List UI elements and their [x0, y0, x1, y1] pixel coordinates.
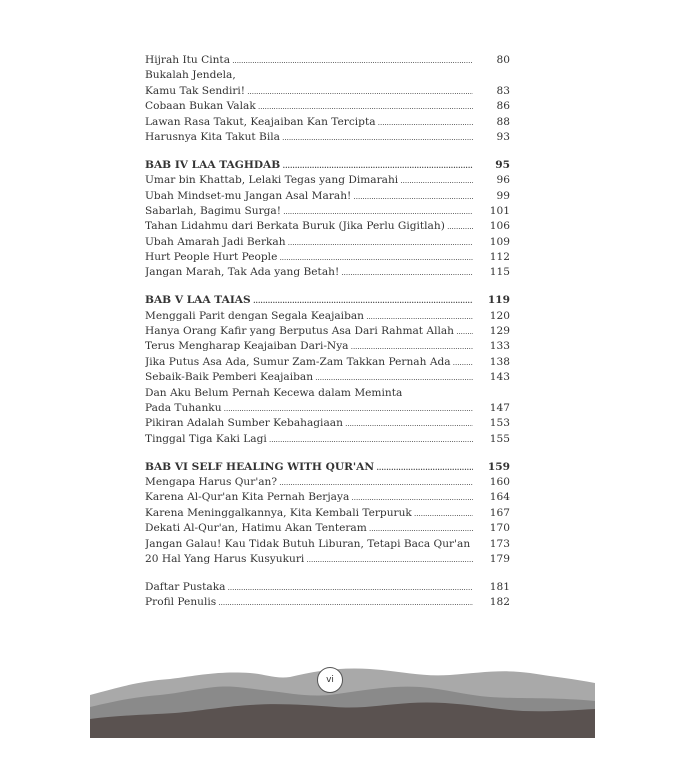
toc-entry-page: 179 — [489, 552, 510, 565]
toc-entry-page: 164 — [489, 491, 510, 504]
toc-entry-page: 99 — [496, 189, 510, 202]
toc-entry-title: Ubah Amarah Jadi Berkah ..... — [145, 235, 473, 251]
toc-entry-page: 120 — [489, 309, 510, 322]
toc-entry-title: Dan Aku Belum Pernah Kecewa dalam Meminta — [145, 386, 403, 399]
toc-entry-title: Cobaan Bukan Valak ..... — [145, 99, 473, 115]
toc-entry — [145, 401, 510, 416]
mountain-footer-illustration — [90, 661, 595, 738]
toc-entry-title: Sabarlah, Bagimu Surga! ..... — [145, 204, 473, 220]
toc-entry-title: Jangan Marah, Tak Ada yang Betah! ..... — [145, 265, 473, 281]
toc-entry-title: Tahan Lidahmu dari Berkata Buruk (Jika Perlu Gigitlah) ..... — [145, 219, 473, 235]
toc-entry-page: 101 — [489, 204, 510, 217]
toc-entry — [145, 204, 510, 219]
toc-entry-page: 96 — [496, 174, 510, 187]
section-spacer — [145, 567, 510, 579]
toc-entry-page: 112 — [489, 251, 510, 264]
section-spacer — [145, 447, 510, 459]
toc-entry — [145, 475, 510, 490]
toc-entry-page: 181 — [489, 580, 510, 593]
toc-entry-title: Pada Tuhanku ..... — [145, 401, 473, 417]
page-number-badge: vi — [317, 667, 343, 693]
toc-entry — [145, 552, 510, 567]
toc-entry-title: Bukalah Jendela, — [145, 69, 236, 82]
toc-entry — [145, 235, 510, 250]
toc-entry-title: Ubah Mindset-mu Jangan Asal Marah! ..... — [145, 189, 473, 205]
toc-entry-page: 153 — [489, 417, 510, 430]
toc-entry-page: 133 — [489, 340, 510, 353]
toc-entry-title: Hanya Orang Kafir yang Berputus Asa Dari Rahmat Allah ..... — [145, 324, 473, 340]
toc-entry-page: 129 — [489, 325, 510, 338]
toc-entry-title: Terus Mengharap Keajaiban Dari-Nya ..... — [145, 339, 473, 355]
toc-entry-title: BAB VI SELF HEALING WITH QUR'AN ..... — [145, 460, 473, 475]
toc-entry-page: 80 — [496, 54, 510, 66]
toc-entry-title: Jangan Galau! Kau Tidak Butuh Liburan, Tetapi Baca Qur'an ..... — [145, 537, 473, 553]
toc-chapter-heading — [145, 460, 510, 475]
toc-entry-title: Hijrah Itu Cinta ..... — [145, 53, 473, 69]
toc-entry — [145, 490, 510, 505]
toc-entry-title: 20 Hal Yang Harus Kusyukuri ..... — [145, 552, 473, 568]
toc-entry-title: Lawan Rasa Takut, Keajaiban Kan Tercipta ..... — [145, 115, 473, 131]
toc-entry-page: 119 — [487, 294, 510, 307]
toc-entry — [145, 386, 510, 401]
toc-entry-title: BAB IV LAA TAGHDAB ..... — [145, 158, 473, 173]
toc-entry — [145, 537, 510, 552]
toc-entry — [145, 580, 510, 595]
toc-entry-title: Jika Putus Asa Ada, Sumur Zam-Zam Takkan Pernah Ada ..... — [145, 355, 473, 371]
section-spacer — [145, 145, 510, 157]
table-of-contents — [145, 53, 510, 610]
toc-entry — [145, 99, 510, 114]
toc-entry-title: Profil Penulis ..... — [145, 595, 473, 611]
toc-entry — [145, 84, 510, 99]
toc-entry — [145, 68, 510, 83]
toc-entry-page: 138 — [489, 355, 510, 368]
toc-entry-page: 83 — [496, 84, 510, 97]
toc-entry-page: 93 — [496, 130, 510, 143]
toc-entry-page: 159 — [487, 460, 510, 473]
toc-entry-title: Umar bin Khattab, Lelaki Tegas yang Dimarahi ..... — [145, 173, 473, 189]
toc-chapter-heading — [145, 293, 510, 308]
toc-entry — [145, 370, 510, 385]
toc-entry — [145, 416, 510, 431]
toc-entry-title: Harusnya Kita Takut Bila ..... — [145, 130, 473, 146]
toc-entry-title: Kamu Tak Sendiri! ..... — [145, 84, 473, 100]
toc-entry — [145, 309, 510, 324]
toc-entry-page: 143 — [489, 371, 510, 384]
toc-entry-title: Karena Meninggalkannya, Kita Kembali Terpuruk ..... — [145, 506, 473, 522]
toc-entry — [145, 324, 510, 339]
toc-entry — [145, 355, 510, 370]
toc-entry-page: 170 — [489, 522, 510, 535]
toc-entry-page: 182 — [489, 596, 510, 609]
toc-entry — [145, 115, 510, 130]
toc-entry-title: Menggali Parit dengan Segala Keajaiban ..... — [145, 309, 473, 325]
toc-entry-page: 88 — [496, 115, 510, 128]
section-spacer — [145, 281, 510, 293]
toc-entry-title: Mengapa Harus Qur'an? ..... — [145, 475, 473, 491]
toc-chapter-heading — [145, 158, 510, 173]
toc-entry-page: 115 — [489, 266, 510, 279]
toc-entry-title: Dekati Al-Qur'an, Hatimu Akan Tenteram ..... — [145, 521, 473, 537]
toc-entry — [145, 130, 510, 145]
toc-entry — [145, 265, 510, 280]
toc-entry-page: 155 — [489, 432, 510, 445]
toc-entry — [145, 521, 510, 536]
toc-entry — [145, 173, 510, 188]
toc-entry-page: 106 — [489, 220, 510, 233]
toc-entry-page: 173 — [489, 537, 510, 550]
toc-entry — [145, 432, 510, 447]
toc-entry-title: Hurt People Hurt People ..... — [145, 250, 473, 266]
toc-entry — [145, 250, 510, 265]
toc-entry — [145, 595, 510, 610]
toc-entry — [145, 219, 510, 234]
toc-entry — [145, 53, 510, 68]
toc-entry — [145, 339, 510, 354]
toc-entry-page: 167 — [489, 506, 510, 519]
toc-entry-title: Sebaik-Baik Pemberi Keajaiban ..... — [145, 370, 473, 386]
toc-entry — [145, 189, 510, 204]
toc-entry — [145, 506, 510, 521]
toc-entry-title: Tinggal Tiga Kaki Lagi ..... — [145, 432, 473, 448]
toc-entry-page: 86 — [496, 100, 510, 113]
toc-entry-page: 109 — [489, 235, 510, 248]
toc-entry-title: Karena Al-Qur'an Kita Pernah Berjaya ..... — [145, 490, 473, 506]
toc-entry-title: BAB V LAA TAIAS ..... — [145, 293, 473, 308]
toc-entry-title: Daftar Pustaka ..... — [145, 580, 473, 596]
toc-entry-title: Pikiran Adalah Sumber Kebahagiaan ..... — [145, 416, 473, 432]
toc-entry-page: 160 — [489, 475, 510, 488]
toc-entry-page: 147 — [489, 401, 510, 414]
toc-entry-page: 95 — [495, 158, 510, 171]
